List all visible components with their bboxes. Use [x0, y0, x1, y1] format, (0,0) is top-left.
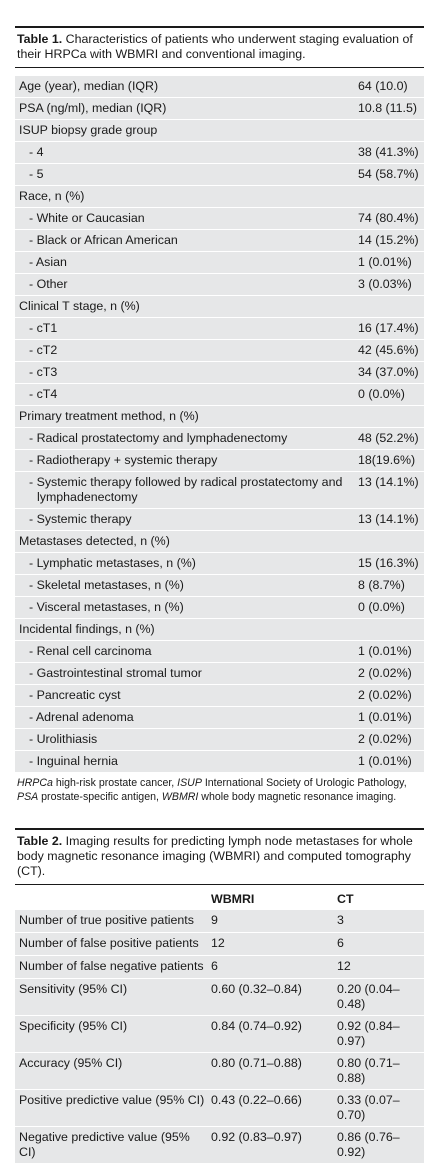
table-row — [15, 1090, 424, 1127]
table-row — [15, 509, 424, 531]
row-label-text: - Skeletal metastases, n (%) — [29, 578, 184, 592]
row-value: 18(19.6%) — [358, 453, 416, 467]
ct-value: 3 — [337, 913, 344, 927]
row-label-text: - Pancreatic cyst — [29, 688, 121, 702]
row-label-text: - Systemic therapy followed by radical prostatectomy and lymphadenectomy — [29, 475, 343, 504]
row-value: 0 (0.0%) — [358, 600, 405, 614]
table-1-footnote — [15, 772, 424, 804]
row-label-text: - Gastrointestinal stromal tumor — [29, 666, 202, 680]
row-label-text: - Urolithiasis — [29, 732, 98, 746]
wbmri-value: 0.43 (0.22–0.66) — [211, 1093, 302, 1107]
row-label-text: - Visceral metastases, n (%) — [29, 600, 184, 614]
table-row — [15, 553, 424, 575]
row-label-text: - 4 — [29, 145, 44, 159]
row-value: 16 (17.4%) — [358, 321, 419, 335]
row-value: 34 (37.0%) — [358, 365, 419, 379]
table-row — [15, 384, 424, 406]
row-label: Number of false negative patients — [19, 959, 204, 973]
row-value: 1 (0.01%) — [358, 710, 412, 724]
row-label-text: ISUP biopsy grade group — [19, 123, 158, 137]
ct-value: 0.92 (0.84–0.97) — [337, 1019, 400, 1048]
table-1 — [15, 26, 424, 804]
table-row — [15, 751, 424, 772]
table-row — [15, 406, 424, 428]
row-label — [15, 277, 358, 292]
row-label — [15, 754, 358, 769]
table-row — [15, 979, 424, 1016]
row-label — [15, 211, 358, 226]
row-label-text: - Systemic therapy — [29, 512, 132, 526]
table-row — [15, 186, 424, 208]
table-row — [15, 707, 424, 729]
table-row — [15, 76, 424, 98]
row-value: 1 (0.01%) — [358, 644, 412, 658]
row-label — [15, 431, 358, 446]
table-row — [15, 685, 424, 707]
table-row — [15, 1127, 424, 1164]
row-label-text: - 5 — [29, 167, 44, 181]
row-label — [15, 365, 358, 380]
footnote-definition: International Society of Urologic Pathology, — [201, 777, 407, 789]
table-row — [15, 142, 424, 164]
table-row — [15, 1053, 424, 1090]
row-label-text: - Inguinal hernia — [29, 754, 118, 768]
row-label — [15, 600, 358, 615]
row-value: 14 (15.2%) — [358, 233, 419, 247]
row-value: 74 (80.4%) — [358, 211, 419, 225]
row-value: 8 (8.7%) — [358, 578, 405, 592]
row-value: 42 (45.6%) — [358, 343, 419, 357]
row-label — [15, 387, 358, 402]
ct-value: 6 — [337, 936, 344, 950]
row-label — [15, 101, 358, 116]
table-2-header-wbmri: WBMRI — [211, 892, 255, 906]
row-label-text: - cT2 — [29, 343, 58, 357]
table-row — [15, 956, 424, 979]
row-label-text: - White or Caucasian — [29, 211, 145, 225]
row-label-text: - Radiotherapy + systemic therapy — [29, 453, 218, 467]
row-label-text: - Radical prostatectomy and lymphadenectomy — [29, 431, 288, 445]
table-row — [15, 428, 424, 450]
footnote-abbreviation: HRPCa — [17, 777, 53, 789]
table-row — [15, 252, 424, 274]
row-value: 10.8 (11.5) — [358, 101, 418, 115]
table-row — [15, 296, 424, 318]
row-label: Positive predictive value (95% CI) — [19, 1093, 205, 1107]
wbmri-value: 6 — [211, 959, 218, 973]
row-label: Specificity (95% CI) — [19, 1019, 128, 1033]
row-label — [15, 299, 358, 314]
ct-value: 0.86 (0.76–0.92) — [337, 1130, 400, 1159]
row-label-text: Race, n (%) — [19, 189, 85, 203]
table-row — [15, 164, 424, 186]
row-label-text: - Other — [29, 277, 68, 291]
table-row — [15, 98, 424, 120]
row-value: 2 (0.02%) — [358, 666, 412, 680]
row-label — [15, 79, 358, 94]
row-label-text: Metastases detected, n (%) — [19, 534, 170, 548]
row-label: Sensitivity (95% CI) — [19, 982, 128, 996]
row-label-text: Age (year), median (IQR) — [19, 79, 159, 93]
table-row — [15, 1016, 424, 1053]
table-row — [15, 933, 424, 956]
ct-value: 12 — [337, 959, 351, 973]
row-label-text: - Adrenal adenoma — [29, 710, 134, 724]
row-label-text: - cT3 — [29, 365, 58, 379]
row-value: 48 (52.2%) — [358, 431, 419, 445]
row-label — [15, 732, 358, 747]
table-row — [15, 641, 424, 663]
table-row — [15, 274, 424, 296]
row-value: 13 (14.1%) — [358, 475, 419, 489]
row-label — [15, 409, 358, 424]
row-label-text: - cT1 — [29, 321, 58, 335]
table-row — [15, 910, 424, 933]
footnote-definition: prostate-specific antigen, — [38, 791, 162, 803]
table-row — [15, 362, 424, 384]
wbmri-value: 0.60 (0.32–0.84) — [211, 982, 302, 996]
row-label — [15, 343, 358, 358]
table-1-label: Table 1. — [17, 32, 63, 46]
row-value: 64 (10.0) — [358, 79, 408, 93]
table-row — [15, 597, 424, 619]
row-label-text: - Renal cell carcinoma — [29, 644, 152, 658]
row-label: Number of true positive patients — [19, 913, 194, 927]
row-label-text: Clinical T stage, n (%) — [19, 299, 140, 313]
row-value: 13 (14.1%) — [358, 512, 419, 526]
ct-value: 0.33 (0.07–0.70) — [337, 1093, 400, 1122]
row-value: 1 (0.01%) — [358, 255, 412, 269]
table-row — [15, 575, 424, 597]
row-label-text: Incidental findings, n (%) — [19, 622, 155, 636]
wbmri-value: 0.80 (0.71–0.88) — [211, 1056, 302, 1070]
row-label — [15, 167, 358, 182]
table-1-caption-text: Characteristics of patients who underwent staging evaluation of their HRPCa with WBMRI and conventional imaging. — [17, 32, 413, 61]
footnote-abbreviation: ISUP — [177, 777, 202, 789]
table-row — [15, 729, 424, 751]
row-label-text: PSA (ng/ml), median (IQR) — [19, 101, 167, 115]
table-row — [15, 340, 424, 362]
table-row — [15, 120, 424, 142]
row-label — [15, 145, 358, 160]
row-label: Negative predictive value (95% CI) — [19, 1130, 190, 1159]
row-label — [15, 123, 358, 138]
row-label: Accuracy (95% CI) — [19, 1056, 123, 1070]
row-label — [15, 644, 358, 659]
table-2 — [15, 828, 424, 1164]
row-label-text: - cT4 — [29, 387, 58, 401]
row-label-text: - Lymphatic metastases, n (%) — [29, 556, 196, 570]
ct-value: 0.20 (0.04–0.48) — [337, 982, 400, 1011]
row-label — [15, 622, 358, 637]
footnote-definition: whole body magnetic resonance imaging. — [198, 791, 397, 803]
footnote-abbreviation: WBMRI — [161, 791, 199, 803]
wbmri-value: 9 — [211, 913, 218, 927]
table-2-header-blank — [15, 892, 205, 906]
row-label — [15, 688, 358, 703]
row-label — [15, 189, 358, 204]
row-value: 1 (0.01%) — [358, 754, 412, 768]
row-label: Number of false positive patients — [19, 936, 199, 950]
row-label-text: - Asian — [29, 255, 67, 269]
row-label — [15, 321, 358, 336]
row-label — [15, 578, 358, 593]
row-label-text: - Black or African American — [29, 233, 178, 247]
table-2-body — [15, 910, 424, 1164]
row-value: 38 (41.3%) — [358, 145, 419, 159]
table-row — [15, 663, 424, 685]
footnote-definition: high-risk prostate cancer, — [52, 777, 178, 789]
table-1-caption — [15, 28, 424, 67]
row-label — [15, 534, 358, 549]
table-1-body — [15, 76, 424, 772]
table-2-header-row — [15, 885, 424, 910]
row-label — [15, 255, 358, 270]
table-2-header-ct: CT — [337, 892, 354, 906]
row-label — [15, 475, 358, 505]
table-2-label: Table 2. — [17, 834, 63, 848]
table-2-caption-text: Imaging results for predicting lymph node metastases for whole body magnetic resonance imaging (WBMRI) and computed tomography (CT). — [17, 834, 413, 878]
row-value: 54 (58.7%) — [358, 167, 419, 181]
wbmri-value: 0.92 (0.83–0.97) — [211, 1130, 302, 1144]
wbmri-value: 0.84 (0.74–0.92) — [211, 1019, 302, 1033]
table-row — [15, 318, 424, 340]
row-value: 2 (0.02%) — [358, 688, 412, 702]
wbmri-value: 12 — [211, 936, 225, 950]
row-label — [15, 512, 358, 527]
row-label — [15, 710, 358, 725]
table-row — [15, 619, 424, 641]
table-row — [15, 472, 424, 509]
row-label — [15, 233, 358, 248]
row-label-text: Primary treatment method, n (%) — [19, 409, 199, 423]
row-value: 2 (0.02%) — [358, 732, 412, 746]
row-label — [15, 556, 358, 571]
table-row — [15, 450, 424, 472]
row-value: 3 (0.03%) — [358, 277, 412, 291]
row-label — [15, 453, 358, 468]
row-value: 15 (16.3%) — [358, 556, 419, 570]
row-value: 0 (0.0%) — [358, 387, 405, 401]
footnote-abbreviation: PSA — [17, 791, 39, 803]
table-row — [15, 230, 424, 252]
table-row — [15, 531, 424, 553]
row-label — [15, 666, 358, 681]
table-2-caption — [15, 830, 424, 884]
table-row — [15, 208, 424, 230]
ct-value: 0.80 (0.71–0.88) — [337, 1056, 400, 1085]
